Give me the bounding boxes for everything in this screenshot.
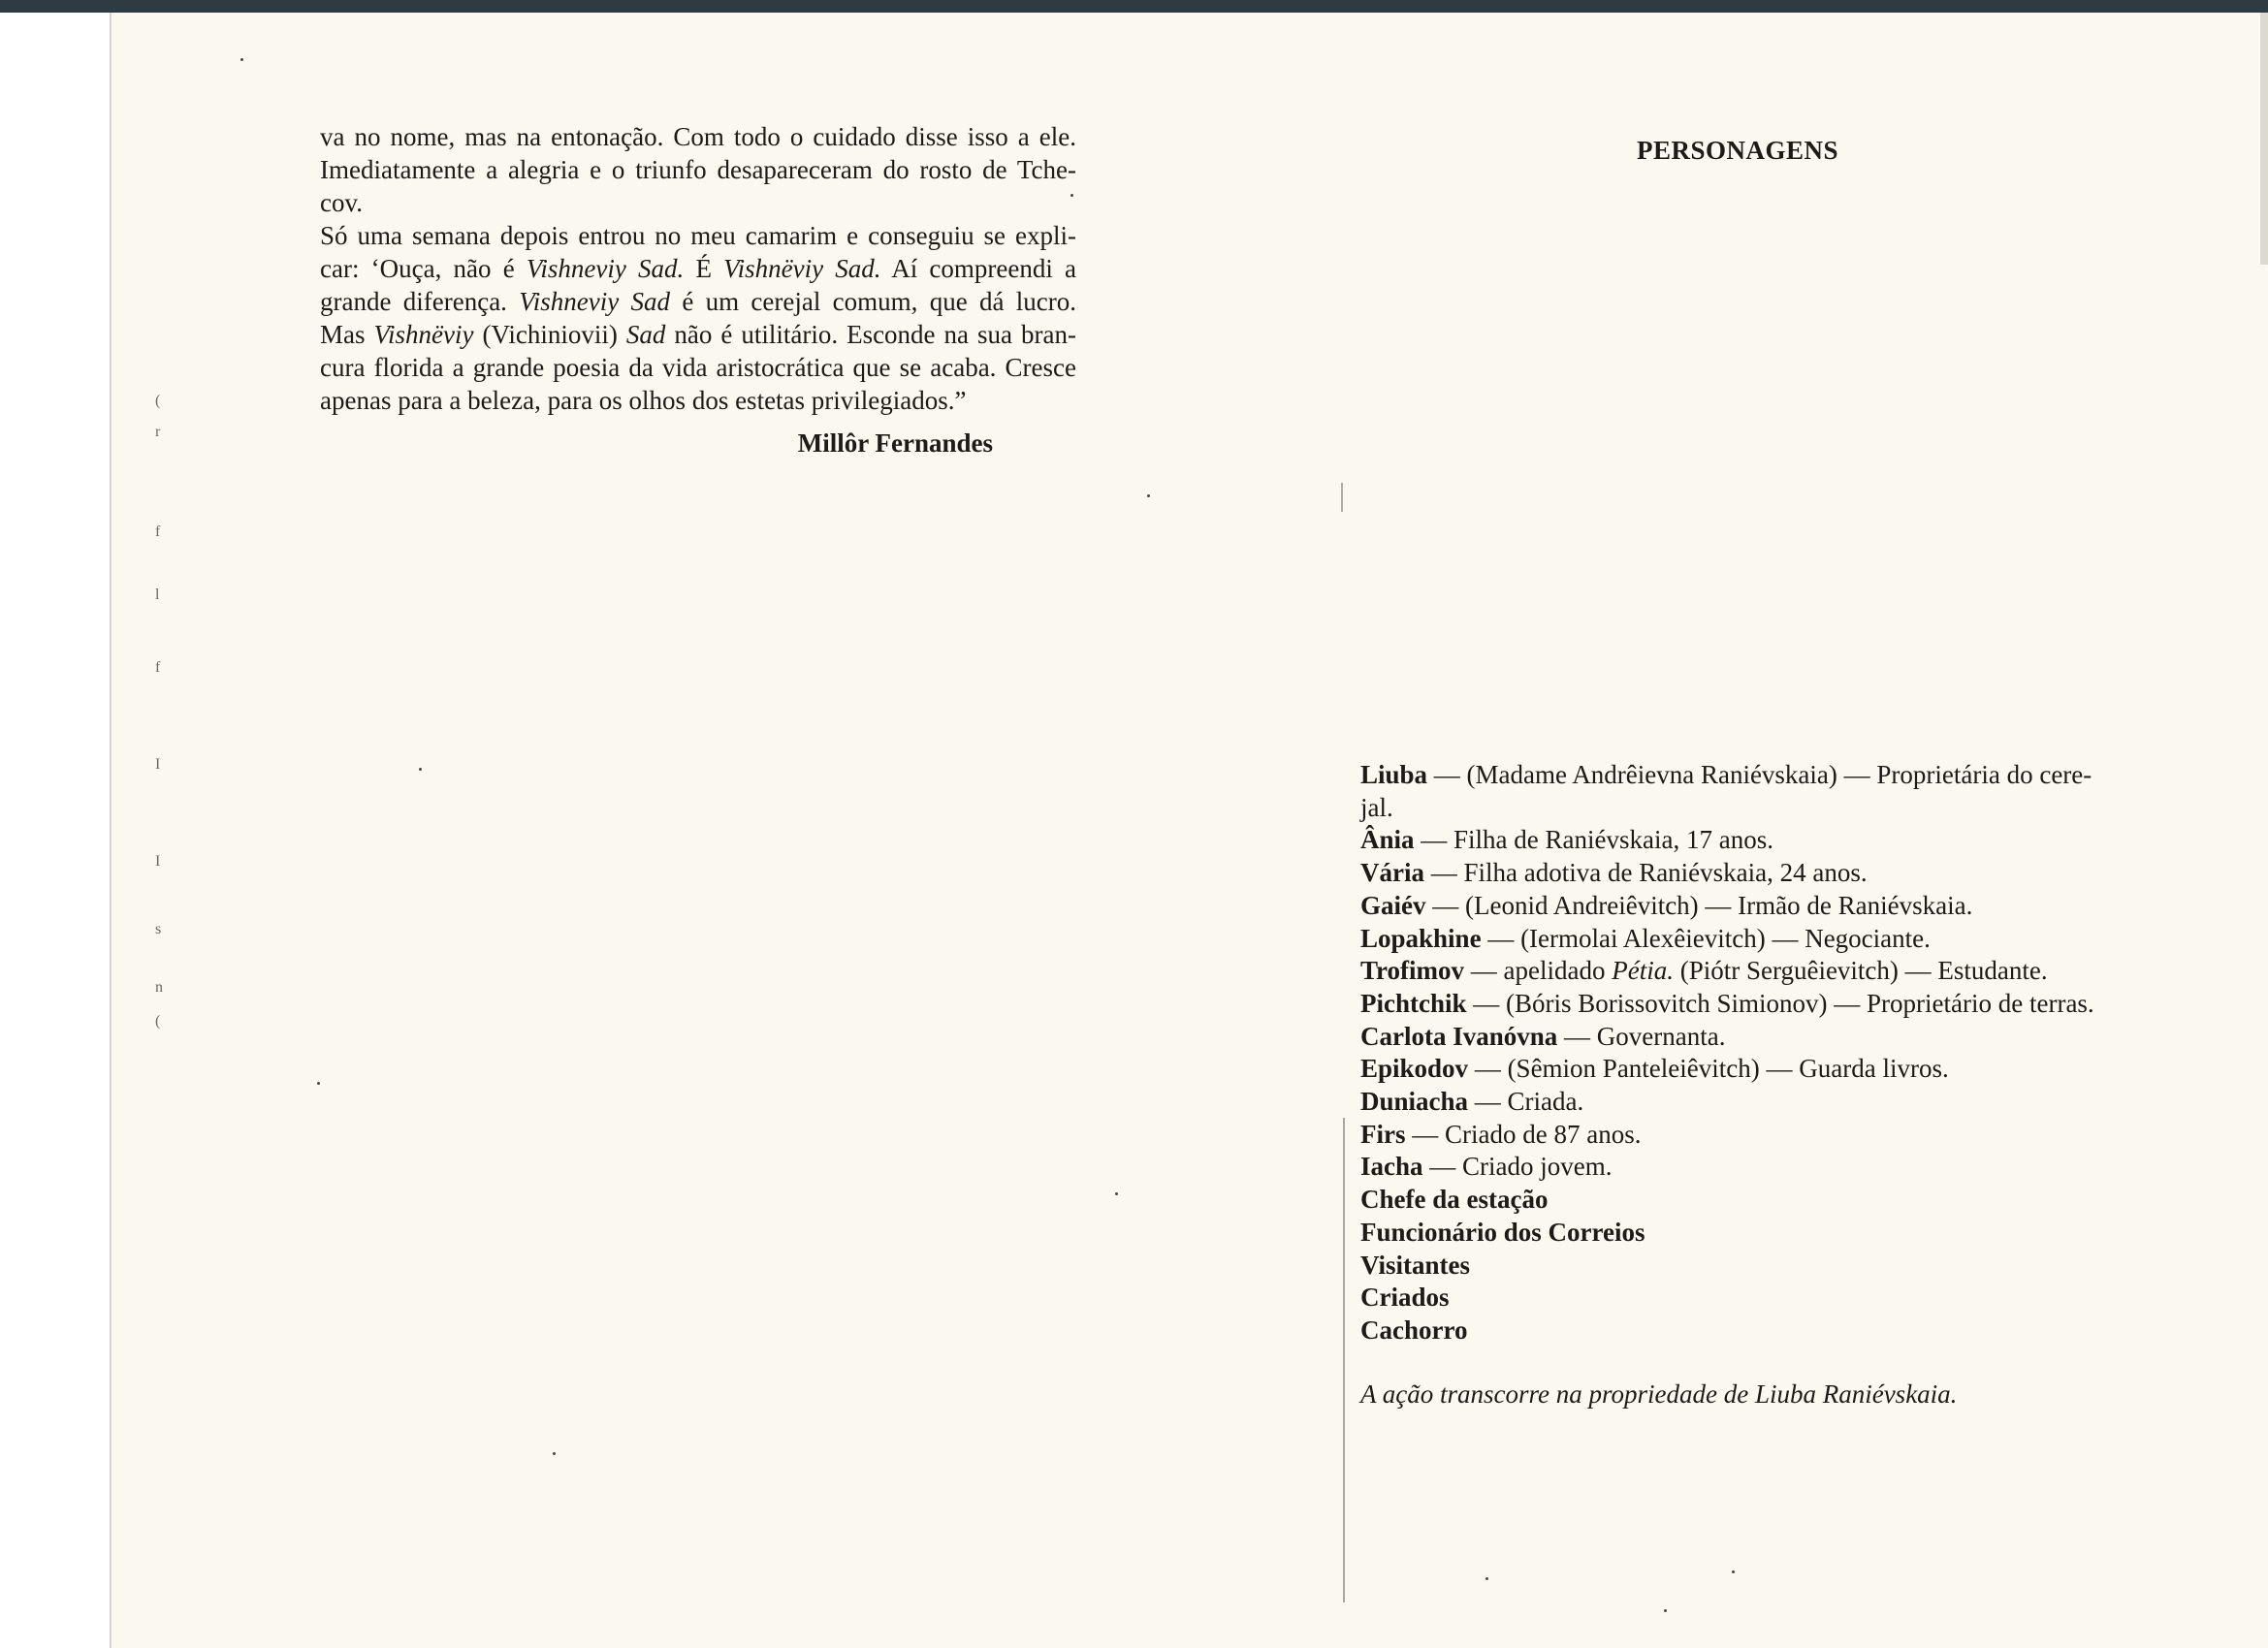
character-description: — Governanta.: [1557, 1021, 1726, 1051]
cast-row: [1360, 923, 2126, 956]
italic-title: Vishneviy Sad: [519, 287, 671, 316]
cast-row: [1360, 1151, 2126, 1184]
character-description: — Filha adotiva de Raniévskaia, 24 anos.: [1423, 858, 1868, 888]
character-name: Chefe da estação: [1360, 1185, 1549, 1215]
character-description: — Filha de Raniévskaia, 17 anos.: [1414, 825, 1773, 855]
character-name: Cachorro: [1360, 1315, 1468, 1345]
page-edge-shadow: [2260, 13, 2268, 265]
cast-row: [1360, 1021, 2126, 1054]
text-line: cov.: [320, 188, 363, 217]
text-run: grande diferença.: [320, 287, 520, 316]
character-description-continued: jal.: [1360, 792, 1393, 822]
character-name: Firs: [1360, 1119, 1406, 1149]
text-line: Só uma semana depois entrou no meu camarim e conseguiu se expli-: [320, 221, 1076, 250]
italic-title: Vishneviy Sad.: [526, 254, 685, 283]
gutter-mark: [1341, 483, 1343, 512]
margin-mark: (: [155, 1013, 161, 1030]
author-signature: Millôr Fernandes: [797, 428, 993, 458]
scan-speck: [419, 768, 422, 771]
text-run: car: ‘Ouça, não é: [320, 254, 527, 283]
paragraph-1: [320, 120, 1076, 219]
character-description: — (Iermolai Alexêievitch) — Negociante.: [1481, 923, 1931, 953]
character-name: Epikodov: [1360, 1054, 1469, 1084]
margin-mark: r: [155, 424, 161, 440]
cast-row: [1360, 1217, 2126, 1250]
character-name: Lopakhine: [1360, 923, 1482, 953]
character-name: Trofimov: [1360, 956, 1464, 986]
cast-row: [1360, 1184, 2126, 1217]
cast-row: [1360, 759, 2126, 824]
character-description: — (Madame Andrêievna Raniévskaia) — Proprietária do cere-: [1427, 760, 2092, 789]
text-line: apenas para a beleza, para os olhos dos estetas privilegiados.”: [320, 386, 967, 415]
character-description: — apelidado: [1464, 956, 1613, 986]
paragraph-2: [320, 219, 1076, 417]
cast-row: [1360, 988, 2126, 1021]
text-line: [320, 252, 1076, 285]
italic-title: Sad: [625, 320, 666, 349]
scan-speck: [240, 58, 243, 61]
cast-row: [1360, 1086, 2126, 1119]
book-gutter: [1343, 1118, 1345, 1602]
character-name: Pichtchik: [1360, 988, 1467, 1018]
character-name: Iacha: [1360, 1152, 1423, 1182]
character-name: Gaiév: [1360, 890, 1426, 920]
cast-row: [1360, 1282, 2126, 1315]
character-name: Liuba: [1360, 760, 1428, 789]
cast-row: [1360, 1315, 2126, 1347]
scan-speck: [1115, 1192, 1118, 1195]
character-nickname: Pétia.: [1612, 956, 1674, 986]
character-name: Visitantes: [1360, 1250, 1470, 1280]
italic-title: Vishnëviy Sad.: [723, 254, 881, 283]
margin-mark: s: [155, 921, 162, 937]
character-name: Vária: [1360, 858, 1424, 888]
text-run: É: [684, 254, 724, 283]
margin-mark: I: [155, 756, 161, 773]
text-line: [320, 285, 1076, 318]
text-run: não é utilitário. Esconde na sua bran-: [665, 320, 1076, 349]
margin-mark: n: [155, 979, 163, 996]
scan-speck: [1732, 1570, 1735, 1573]
character-name: Ânia: [1360, 825, 1415, 855]
cast-row: [1360, 1250, 2126, 1283]
scan-speck: [1664, 1609, 1667, 1612]
scanner-top-edge: [0, 0, 2268, 13]
text-line: cura florida a grande poesia da vida aristocrática que se acaba. Cresce: [320, 353, 1076, 382]
character-name: Carlota Ivanóvna: [1360, 1021, 1558, 1051]
character-description: — Criado jovem.: [1422, 1152, 1613, 1182]
text-line: va no nome, mas na entonação. Com todo o cuidado disse isso a ele.: [320, 122, 1076, 151]
cast-row: [1360, 890, 2126, 923]
cast-list: [1360, 759, 2126, 1347]
scan-speck: [1485, 1577, 1488, 1580]
cast-row: [1360, 955, 2126, 988]
cast-row: [1360, 824, 2126, 857]
text-run: (Vichiniovii): [473, 320, 626, 349]
left-page-text: [320, 120, 1076, 459]
margin-mark: f: [155, 659, 161, 676]
character-name: Criados: [1360, 1283, 1450, 1313]
character-description: (Piótr Serguêievitch) — Estudante.: [1673, 956, 2048, 986]
scan-speck: [553, 1452, 556, 1455]
character-description: — (Leonid Andreiêvitch) — Irmão de Raniévskaia.: [1425, 890, 1973, 920]
text-line: Imediatamente a alegria e o triunfo desapareceram do rosto de Tche-: [320, 155, 1076, 184]
character-description: — Criada.: [1468, 1087, 1584, 1117]
margin-mark: f: [155, 523, 161, 540]
text-run: é um cerejal comum, que dá lucro.: [670, 287, 1076, 316]
character-description: — Criado de 87 anos.: [1405, 1119, 1642, 1149]
margin-mark: I: [155, 853, 161, 870]
page-heading: PERSONAGENS: [1637, 136, 1839, 165]
setting-note: A ação transcorre na propriedade de Liuba Raniévskaia.: [1360, 1379, 1958, 1409]
text-run: Aí compreendi a: [880, 254, 1077, 283]
italic-title: Vishnëviy: [373, 320, 474, 349]
character-description: — (Bóris Borissovitch Simionov) — Proprietário de terras.: [1466, 988, 2094, 1018]
character-name: Funcionário dos Correios: [1360, 1217, 1645, 1247]
text-line: [320, 318, 1076, 351]
character-description: — (Sêmion Panteleiêvitch) — Guarda livros.: [1468, 1054, 1949, 1084]
margin-mark: (: [155, 393, 161, 409]
scan-speck: [317, 1082, 320, 1085]
cast-row: [1360, 1119, 2126, 1152]
scan-speck: [1147, 494, 1150, 497]
text-run: Mas: [320, 320, 374, 349]
cast-row: [1360, 857, 2126, 890]
margin-mark: l: [155, 586, 160, 603]
cast-row: [1360, 1053, 2126, 1086]
character-name: Duniacha: [1360, 1087, 1469, 1117]
